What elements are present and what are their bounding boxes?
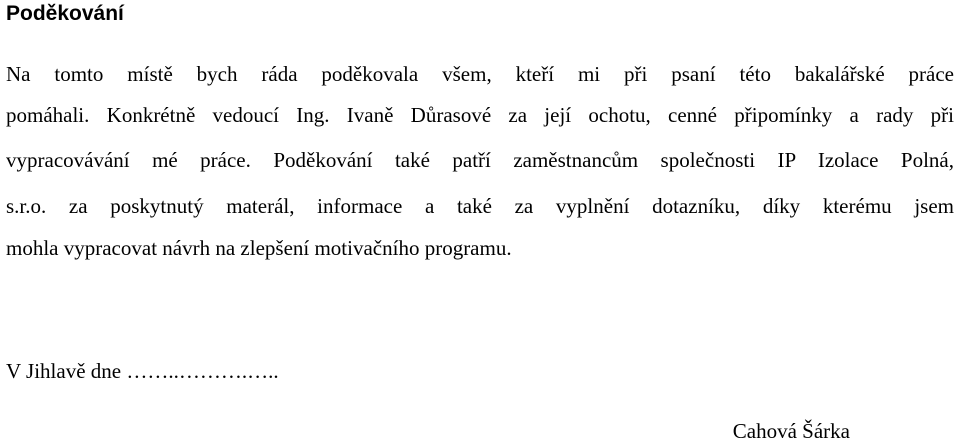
paragraph-line: pomáhali. Konkrétně vedoucí Ing. Ivaně Důrasové za její ochotu, cenné připomínky a rady při: [6, 103, 954, 127]
paragraph-line: mohla vypracovat návrh na zlepšení motivačního programu.: [6, 236, 512, 260]
paragraph-line: vypracovávání mé práce. Poděkování také patří zaměstnancům společnosti IP Izolace Polná,: [6, 148, 954, 172]
paragraph-line: Na tomto místě bych ráda poděkovala všem, kteří mi při psaní této bakalářské práce: [6, 62, 954, 86]
place-and-date: V Jihlavě dne ……..……….…..: [6, 359, 279, 383]
page-heading: Poděkování: [6, 2, 124, 25]
author-signature: Cahová Šárka: [732, 419, 850, 443]
paragraph-line: s.r.o. za poskytnutý materál, informace a také za vyplnění dotazníku, díky kterému jsem: [6, 194, 954, 218]
